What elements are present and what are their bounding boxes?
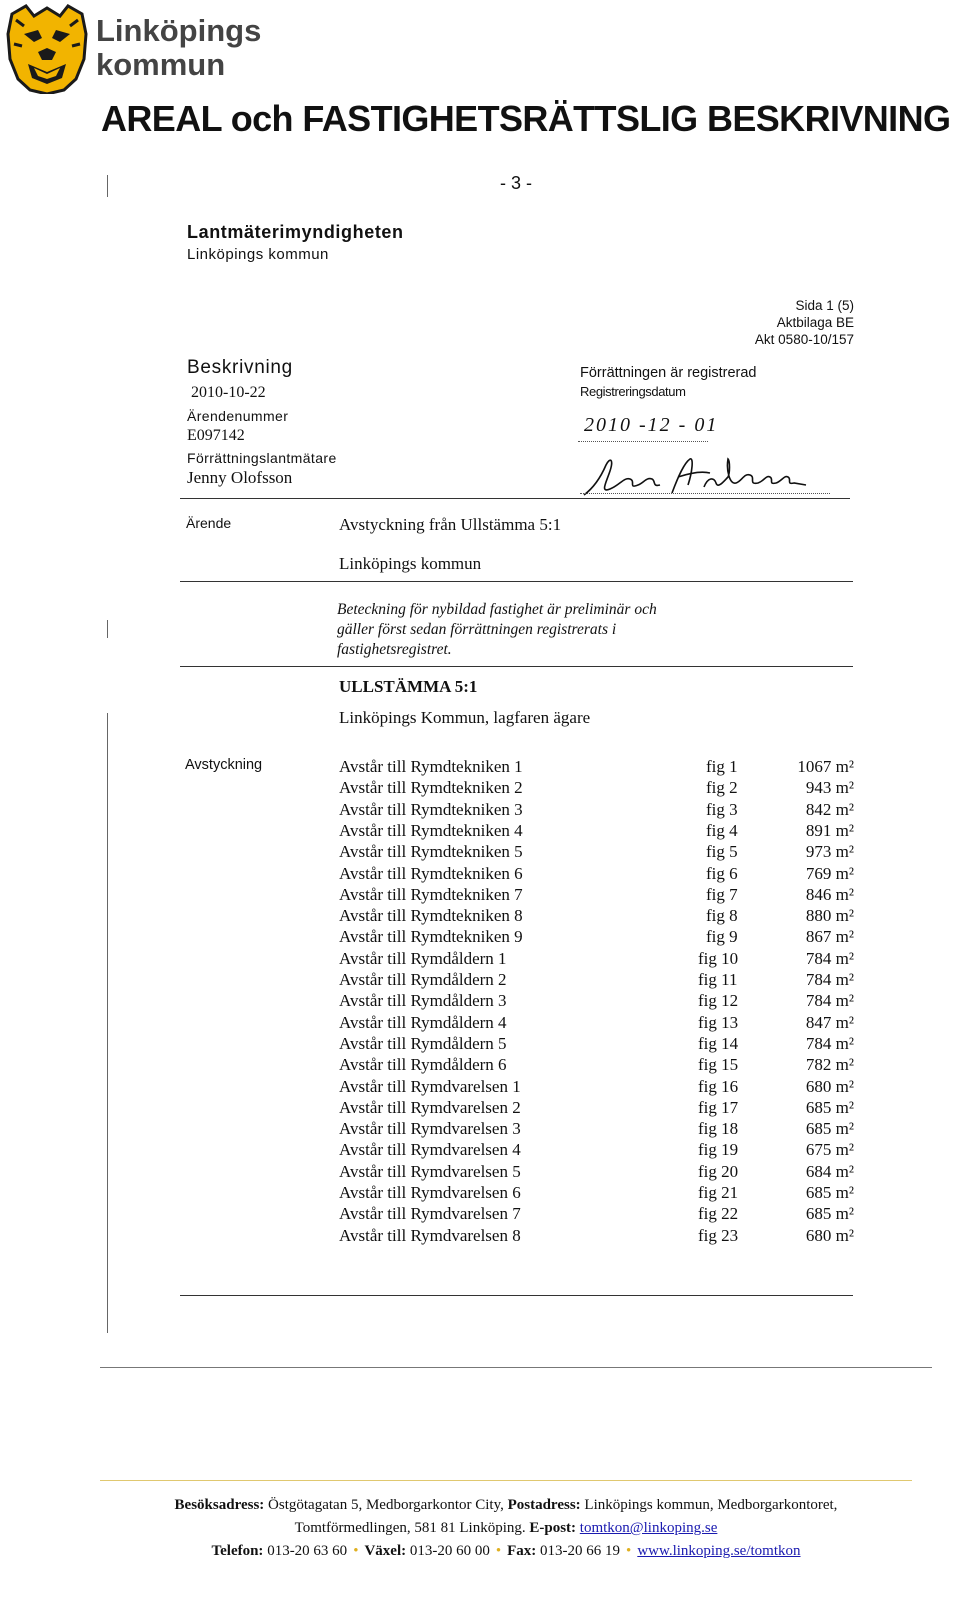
avstyckning-fig: fig 4: [706, 820, 738, 840]
scan-margin-mark: [107, 175, 108, 197]
avstyckning-desc: Avstår till Rymdvarelsen 1: [339, 1076, 521, 1096]
arende-party: Linköpings kommun: [339, 554, 482, 573]
avstyckning-fig: fig 14: [698, 1033, 739, 1053]
phone-value: 013-20 63 60: [267, 1543, 348, 1559]
avstyckning-fig: fig 6: [706, 863, 738, 883]
divider: [180, 1295, 853, 1296]
avstyckning-desc: Avstår till Rymdtekniken 6: [339, 863, 523, 883]
avstyckning-area: 685 m²: [805, 1097, 854, 1117]
avstyckning-area: 891 m²: [805, 820, 854, 840]
avstyckning-fig: fig 19: [698, 1140, 739, 1160]
avstyckning-desc: Avstår till Rymdåldern 4: [339, 1012, 507, 1032]
avstyckning-row: [100, 1204, 960, 1225]
footer-line-2: [100, 1517, 912, 1540]
avstyckning-fig: fig 20: [698, 1161, 739, 1181]
avstyckning-row: [100, 949, 960, 970]
avstyckning-fig: fig 3: [706, 799, 738, 819]
signature-line: [580, 493, 830, 494]
avstyckning-row: [100, 1119, 960, 1140]
footer-divider: [100, 1367, 932, 1368]
page-title: AREAL och FASTIGHETSRÄTTSLIG BESKRIVNING: [101, 98, 951, 139]
phone-label: Telefon:: [211, 1543, 264, 1559]
avstyckning-area: 784 m²: [805, 1033, 854, 1053]
avstyckning-area: 880 m²: [805, 906, 854, 926]
avstyckning-desc: Avstår till Rymdåldern 3: [339, 991, 507, 1011]
avstyckning-fig: fig 11: [698, 970, 738, 989]
lantmatare-value: Jenny Olofsson: [187, 468, 293, 487]
avstyckning-area: 867 m²: [805, 927, 854, 947]
avstyckning-area: 973 m²: [805, 842, 854, 862]
avstyckning-row: [100, 970, 960, 991]
registered-sub: Registreringsdatum: [580, 384, 686, 399]
avstyckning-fig: fig 5: [706, 842, 738, 862]
avstyckning-desc: Avstår till Rymdvarelsen 7: [339, 1204, 521, 1224]
sida-text: Sida 1 (5): [795, 298, 854, 313]
aktbilaga-text: Aktbilaga BE: [776, 315, 854, 330]
avstyckning-area: 675 m²: [805, 1140, 854, 1160]
registered-date: 2010 -12 - 01: [584, 414, 719, 436]
preliminary-notice: [337, 600, 657, 660]
divider: [180, 498, 850, 499]
avstyckning-fig: fig 18: [698, 1119, 739, 1139]
notice-line: Beteckning för nybildad fastighet är preliminär och: [337, 601, 657, 618]
avstyckning-area: 784 m²: [805, 991, 854, 1011]
bullet-icon: •: [626, 1543, 632, 1559]
bullet-icon: •: [353, 1543, 359, 1559]
avstyckning-desc: Avstår till Rymdvarelsen 4: [339, 1140, 521, 1160]
post-value-2: Tomtförmedlingen, 581 81 Linköping.: [294, 1520, 526, 1536]
avstyckning-desc: Avstår till Rymdvarelsen 3: [339, 1119, 521, 1139]
arende-text: Avstyckning från Ullstämma 5:1: [339, 515, 562, 534]
visit-label: Besöksadress:: [174, 1497, 265, 1513]
website-link[interactable]: www.linkoping.se/tomtkon: [637, 1543, 801, 1559]
fax-label: Fax:: [507, 1543, 537, 1559]
post-label: Postadress:: [507, 1497, 581, 1513]
avstyckning-area: 846 m²: [805, 884, 854, 904]
divider: [180, 666, 853, 667]
document-reference: [755, 297, 854, 348]
avstyckning-row: [100, 1098, 960, 1119]
email-label: E-post:: [529, 1520, 577, 1536]
avstyckning-desc: Avstår till Rymdvarelsen 6: [339, 1183, 521, 1202]
avstyckning-desc: Avstår till Rymdåldern 2: [339, 970, 507, 989]
avstyckning-fig: fig 10: [698, 948, 739, 968]
avstyckning-fig: fig 17: [698, 1097, 739, 1117]
avstyckning-row: [100, 800, 960, 821]
avstyckning-row: [100, 842, 960, 863]
avstyckning-desc: Avstår till Rymdvarelsen 2: [339, 1097, 521, 1117]
akt-text: Akt 0580-10/157: [754, 332, 854, 347]
contact-footer: [100, 1494, 912, 1563]
avstyckning-desc: Avstår till Rymdtekniken 8: [339, 906, 523, 926]
avstyckning-row: [100, 906, 960, 927]
avstyckning-fig: fig 15: [698, 1055, 739, 1075]
avstyckning-desc: Avstår till Rymdvarelsen 5: [339, 1161, 521, 1181]
avstyckning-row: [100, 1055, 960, 1076]
avstyckning-area: 842 m²: [805, 799, 854, 819]
property-owner: Linköpings Kommun, lagfaren ägare: [339, 708, 591, 727]
registered-label: Förrättningen är registrerad: [580, 365, 757, 381]
avstyckning-fig: fig 2: [706, 778, 738, 798]
avstyckning-fig: fig 12: [698, 991, 739, 1011]
page-header: [0, 0, 960, 150]
avstyckning-area: 943 m²: [805, 778, 854, 798]
avstyckning-fig: fig 13: [698, 1012, 739, 1032]
fax-value: 013-20 66 19: [540, 1543, 621, 1559]
authority-name: Lantmäterimyndigheten: [187, 222, 404, 242]
email-link[interactable]: tomtkon@linkoping.se: [579, 1520, 718, 1536]
avstyckning-row: [100, 1034, 960, 1055]
avstyckning-row: [100, 1140, 960, 1161]
avstyckning-desc: Avstår till Rymdtekniken 2: [339, 778, 523, 798]
avstyckning-fig: fig 22: [698, 1204, 739, 1224]
notice-line: fastighetsregistret.: [337, 641, 452, 658]
scanned-document: [100, 165, 960, 1405]
beskrivning-date: 2010-10-22: [191, 384, 266, 401]
avstyckning-row: [100, 1226, 960, 1247]
switch-value: 013-20 60 00: [409, 1543, 490, 1559]
avstyckning-fig: fig 7: [706, 884, 738, 904]
avstyckning-fig: fig 1: [706, 757, 738, 776]
avstyckning-row: [100, 1162, 960, 1183]
avstyckning-desc: Avstår till Rymdtekniken 4: [339, 820, 523, 840]
avstyckning-row: [100, 991, 960, 1012]
avstyckning-area: 685 m²: [805, 1183, 854, 1202]
lantmatare-label: Förrättningslantmätare: [187, 450, 337, 466]
avstyckning-area: 680 m²: [805, 1076, 854, 1096]
handwritten-signature: [580, 455, 810, 501]
avstyckning-row: [100, 885, 960, 906]
footer-line-1: [100, 1494, 912, 1517]
avstyckning-area: 847 m²: [805, 1012, 854, 1032]
avstyckning-desc: Avstår till Rymdtekniken 3: [339, 799, 523, 819]
avstyckning-row: [100, 778, 960, 799]
logo-line1: Linköpings: [96, 13, 262, 48]
avstyckning-desc: Avstår till Rymdtekniken 1: [339, 757, 523, 776]
avstyckning-area: 782 m²: [805, 1055, 854, 1075]
beskrivning-label: Beskrivning: [187, 357, 293, 378]
bullet-icon: •: [495, 1543, 502, 1559]
avstyckning-desc: Avstår till Rymdtekniken 7: [339, 884, 523, 904]
avstyckning-label: Avstyckning: [185, 757, 263, 773]
divider: [180, 581, 853, 582]
page-number: - 3 -: [500, 173, 533, 193]
scan-margin-mark: [107, 620, 108, 638]
lion-logo-icon: [4, 4, 90, 94]
footer-accent-divider: [100, 1480, 912, 1481]
avstyckning-row: [100, 821, 960, 842]
notice-line: gäller först sedan förrättningen registrerats i: [337, 621, 617, 638]
avstyckning-row: [100, 927, 960, 948]
footer-line-3: [100, 1540, 912, 1563]
avstyckning-fig: fig 8: [706, 906, 738, 926]
avstyckning-area: 784 m²: [805, 948, 854, 968]
avstyckning-row: [100, 1077, 960, 1098]
avstyckning-row: [100, 1183, 960, 1204]
avstyckning-row: [100, 1013, 960, 1034]
avstyckning-area: 680 m²: [805, 1225, 854, 1245]
avstyckning-fig: fig 16: [698, 1076, 739, 1096]
avstyckning-desc: Avstår till Rymdtekniken 9: [339, 927, 523, 947]
avstyckning-area: 1067 m²: [797, 757, 854, 776]
avstyckning-area: 769 m²: [805, 863, 854, 883]
avstyckning-desc: Avstår till Rymdvarelsen 8: [339, 1225, 521, 1245]
visit-value: Östgötagatan 5, Medborgarkontor City,: [268, 1497, 504, 1513]
post-value: Linköpings kommun, Medborgarkontoret,: [584, 1497, 838, 1513]
arende-label: Ärende: [186, 515, 232, 531]
avstyckning-fig: fig 21: [698, 1183, 739, 1202]
avstyckning-row: [100, 864, 960, 885]
logo-wordmark: [96, 14, 261, 82]
registered-date-line: [578, 441, 708, 442]
avstyckning-area: 784 m²: [805, 970, 854, 989]
logo-line2: kommun: [96, 47, 226, 82]
avstyckning-desc: Avstår till Rymdåldern 1: [339, 948, 507, 968]
avstyckning-row: [100, 757, 960, 778]
avstyckning-area: 685 m²: [805, 1204, 854, 1224]
property-designation: ULLSTÄMMA 5:1: [339, 677, 478, 696]
authority-sub: Linköpings kommun: [187, 246, 329, 263]
avstyckning-area: 684 m²: [805, 1161, 854, 1181]
avstyckning-desc: Avstår till Rymdtekniken 5: [339, 842, 523, 862]
avstyckning-desc: Avstår till Rymdåldern 5: [339, 1033, 507, 1053]
avstyckning-fig: fig 9: [706, 927, 738, 947]
avstyckning-area: 685 m²: [805, 1119, 854, 1139]
arendenummer-value: E097142: [187, 427, 245, 444]
switch-label: Växel:: [364, 1543, 407, 1559]
arendenummer-label: Ärendenummer: [187, 408, 289, 424]
avstyckning-desc: Avstår till Rymdåldern 6: [339, 1055, 507, 1075]
avstyckning-fig: fig 23: [698, 1225, 739, 1245]
